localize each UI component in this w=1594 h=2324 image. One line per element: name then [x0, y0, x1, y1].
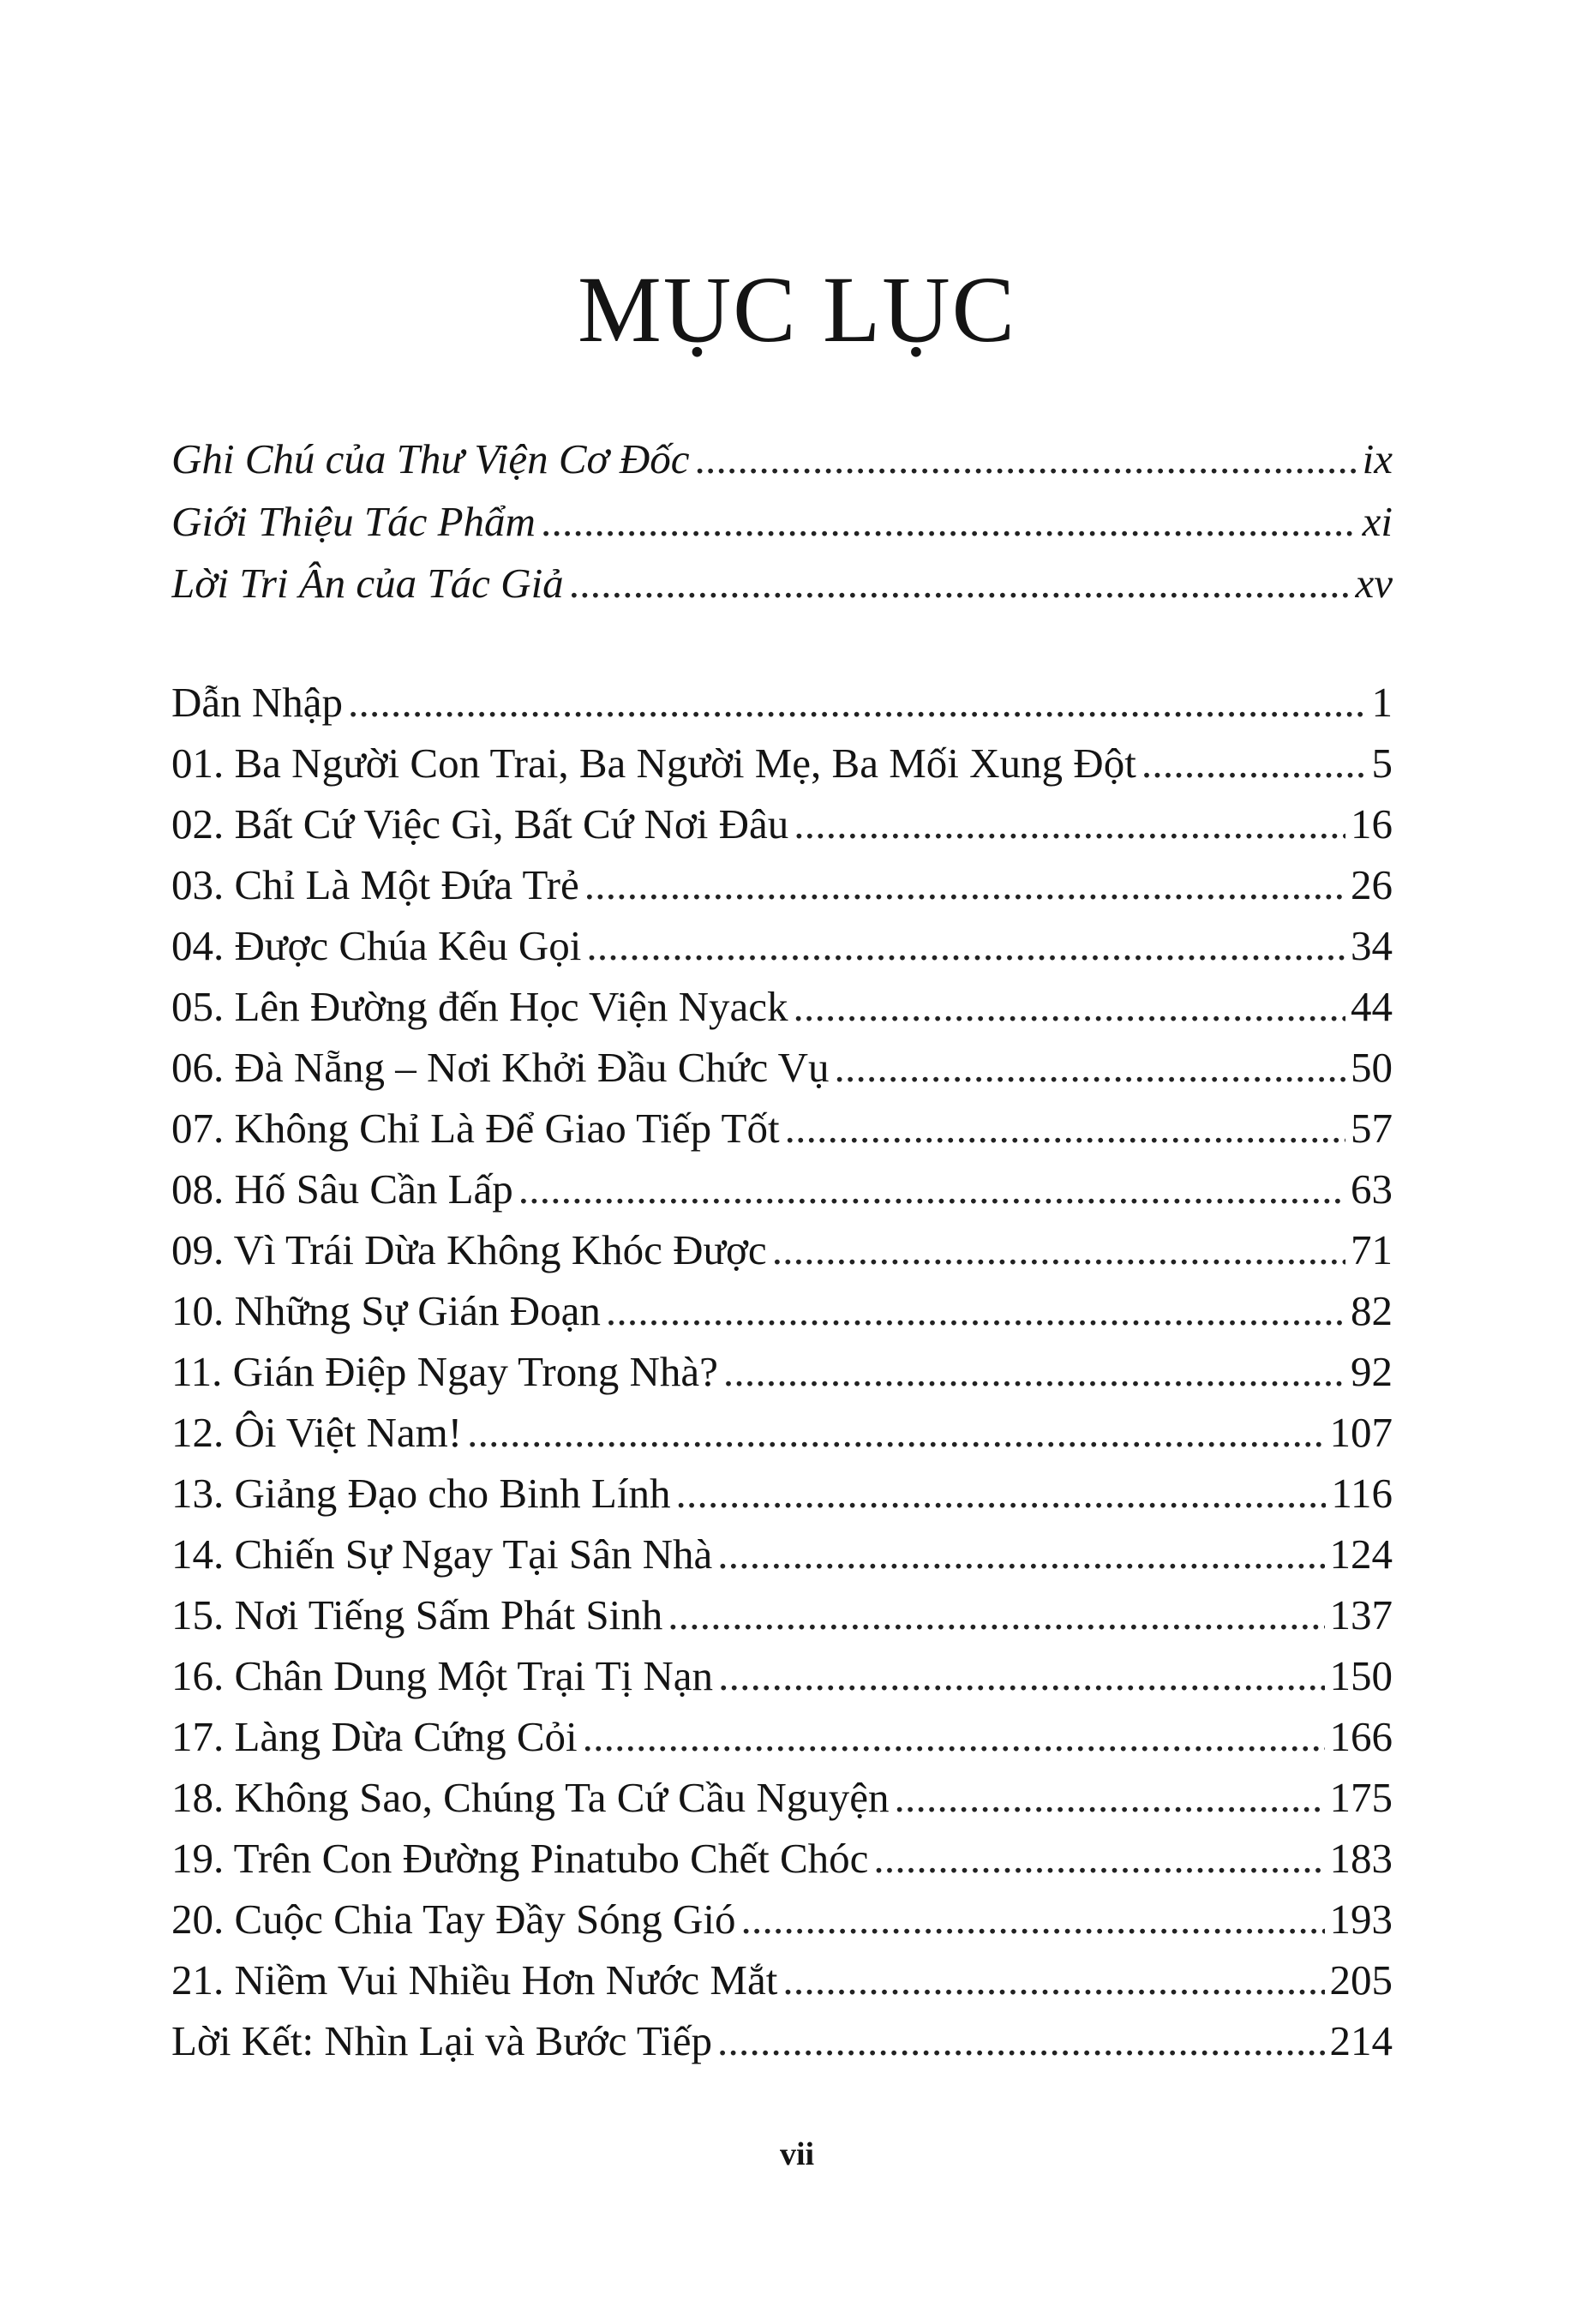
- front-matter-entry[interactable]: [171, 428, 1393, 491]
- entry-title: Lời Tri Ân của Tác Giả: [171, 560, 564, 607]
- entry-title: 06. Đà Nẵng – Nơi Khởi Đầu Chức Vụ: [171, 1044, 830, 1091]
- dot-leader: [717, 1524, 1324, 1584]
- entry-title: 18. Không Sao, Chúng Ta Cứ Cầu Nguyện: [171, 1774, 890, 1821]
- dot-leader: [583, 1706, 1325, 1767]
- chapter-entry[interactable]: [171, 794, 1393, 854]
- entry-title: 09. Vì Trái Dừa Không Khóc Được: [171, 1226, 767, 1273]
- chapter-entry[interactable]: [171, 1463, 1393, 1524]
- dot-leader: [586, 915, 1345, 976]
- entry-page-number: 92: [1351, 1348, 1393, 1395]
- chapter-entry[interactable]: [171, 1159, 1393, 1219]
- chapter-entry[interactable]: [171, 1402, 1393, 1463]
- entry-title: 04. Được Chúa Kêu Gọi: [171, 922, 582, 969]
- entry-title: 17. Làng Dừa Cứng Cỏi: [171, 1713, 578, 1760]
- page-title: MỤC LỤC: [577, 256, 1017, 362]
- front-matter-entry[interactable]: [171, 553, 1393, 615]
- entry-page-number: 150: [1329, 1652, 1393, 1699]
- entry-title: 07. Không Chỉ Là Để Giao Tiếp Tốt: [171, 1105, 780, 1152]
- entry-title: 08. Hố Sâu Cần Lấp: [171, 1165, 513, 1213]
- entry-page-number: 34: [1351, 922, 1393, 969]
- dot-leader: [895, 1767, 1325, 1828]
- dot-leader: [834, 1037, 1345, 1098]
- entry-page-number: 124: [1329, 1530, 1393, 1578]
- page-number: vii: [779, 2136, 815, 2172]
- chapter-entry[interactable]: [171, 1037, 1393, 1098]
- entry-page-number: 50: [1351, 1044, 1393, 1091]
- chapter-entry[interactable]: [171, 854, 1393, 915]
- dot-leader: [1142, 733, 1367, 794]
- front-matter-entry[interactable]: [171, 491, 1393, 554]
- entry-page-number: 214: [1329, 2017, 1393, 2064]
- entry-page-number: ix: [1362, 435, 1393, 482]
- chapter-entry[interactable]: [171, 1767, 1393, 1828]
- entry-page-number: 1: [1371, 679, 1393, 726]
- dot-leader: [606, 1280, 1345, 1341]
- entry-page-number: 166: [1329, 1713, 1393, 1760]
- dot-leader: [695, 428, 1357, 491]
- entry-page-number: 5: [1371, 740, 1393, 787]
- chapter-entry[interactable]: [171, 1889, 1393, 1950]
- entry-title: 15. Nơi Tiếng Sấm Phát Sinh: [171, 1591, 663, 1638]
- chapter-entry[interactable]: [171, 1098, 1393, 1159]
- entry-page-number: 26: [1351, 861, 1393, 908]
- entry-page-number: 107: [1329, 1409, 1393, 1456]
- entry-title: 03. Chỉ Là Một Đứa Trẻ: [171, 861, 579, 908]
- chapter-entry[interactable]: [171, 672, 1393, 733]
- chapter-entry[interactable]: [171, 1950, 1393, 2010]
- chapter-entry[interactable]: [171, 2010, 1393, 2071]
- entry-page-number: 44: [1351, 983, 1393, 1030]
- entry-title: 19. Trên Con Đường Pinatubo Chết Chóc: [171, 1835, 869, 1882]
- dot-leader: [794, 794, 1345, 854]
- dot-leader: [741, 1889, 1325, 1950]
- dot-leader: [782, 1950, 1324, 2010]
- entry-title: 01. Ba Người Con Trai, Ba Người Mẹ, Ba Mối Xung Đột: [171, 740, 1136, 787]
- dot-leader: [718, 1645, 1324, 1706]
- entry-title: Giới Thiệu Tác Phẩm: [171, 497, 536, 545]
- entry-title: Dẫn Nhập: [171, 679, 344, 726]
- dot-leader: [873, 1828, 1324, 1889]
- entry-title: Ghi Chú của Thư Viện Cơ Đốc: [171, 435, 690, 482]
- dot-leader: [541, 491, 1357, 554]
- dot-leader: [717, 2010, 1325, 2071]
- entry-title: 10. Những Sự Gián Đoạn: [171, 1287, 601, 1334]
- entry-page-number: 82: [1351, 1287, 1393, 1334]
- front-matter-list: [171, 428, 1393, 615]
- entry-page-number: 16: [1351, 800, 1393, 848]
- dot-leader: [793, 976, 1345, 1037]
- chapter-entry[interactable]: [171, 1645, 1393, 1706]
- dot-leader: [569, 553, 1351, 615]
- entry-title: 20. Cuộc Chia Tay Đầy Sóng Gió: [171, 1896, 736, 1943]
- dot-leader: [518, 1159, 1345, 1219]
- chapter-entry[interactable]: [171, 1280, 1393, 1341]
- entry-page-number: 63: [1351, 1165, 1393, 1213]
- entry-page-number: xi: [1362, 497, 1393, 545]
- chapter-entry[interactable]: [171, 1584, 1393, 1645]
- dot-leader: [584, 854, 1345, 915]
- chapter-entry[interactable]: [171, 733, 1393, 794]
- entry-title: 21. Niềm Vui Nhiều Hơn Nước Mắt: [171, 1956, 778, 2004]
- entry-page-number: 57: [1351, 1105, 1393, 1152]
- dot-leader: [467, 1402, 1324, 1463]
- entry-page-number: 137: [1329, 1591, 1393, 1638]
- chapter-entry[interactable]: [171, 1524, 1393, 1584]
- entry-page-number: 116: [1331, 1470, 1393, 1517]
- chapter-entry[interactable]: [171, 1828, 1393, 1889]
- entry-title: Lời Kết: Nhìn Lại và Bước Tiếp: [171, 2017, 712, 2064]
- entry-title: 11. Gián Điệp Ngay Trong Nhà?: [171, 1348, 718, 1395]
- entry-title: 02. Bất Cứ Việc Gì, Bất Cứ Nơi Đâu: [171, 800, 789, 848]
- dot-leader: [785, 1098, 1345, 1159]
- dot-leader: [772, 1219, 1345, 1280]
- chapter-entry[interactable]: [171, 1219, 1393, 1280]
- entry-title: 16. Chân Dung Một Trại Tị Nạn: [171, 1652, 714, 1699]
- chapter-list: [171, 672, 1393, 2071]
- entry-page-number: 193: [1329, 1896, 1393, 1943]
- dot-leader: [348, 672, 1366, 733]
- entry-page-number: 175: [1329, 1774, 1393, 1821]
- dot-leader: [675, 1463, 1326, 1524]
- chapter-entry[interactable]: [171, 1341, 1393, 1402]
- entry-page-number: xv: [1355, 560, 1393, 607]
- entry-page-number: 183: [1329, 1835, 1393, 1882]
- chapter-entry[interactable]: [171, 976, 1393, 1037]
- entry-page-number: 205: [1329, 1956, 1393, 2004]
- entry-title: 05. Lên Đường đến Học Viện Nyack: [171, 983, 788, 1030]
- entry-title: 13. Giảng Đạo cho Binh Lính: [171, 1470, 671, 1517]
- entry-title: 12. Ôi Việt Nam!: [171, 1409, 463, 1456]
- entry-page-number: 71: [1351, 1226, 1393, 1273]
- dot-leader: [723, 1341, 1345, 1402]
- dot-leader: [668, 1584, 1324, 1645]
- chapter-entry[interactable]: [171, 1706, 1393, 1767]
- entry-title: 14. Chiến Sự Ngay Tại Sân Nhà: [171, 1530, 713, 1578]
- chapter-entry[interactable]: [171, 915, 1393, 976]
